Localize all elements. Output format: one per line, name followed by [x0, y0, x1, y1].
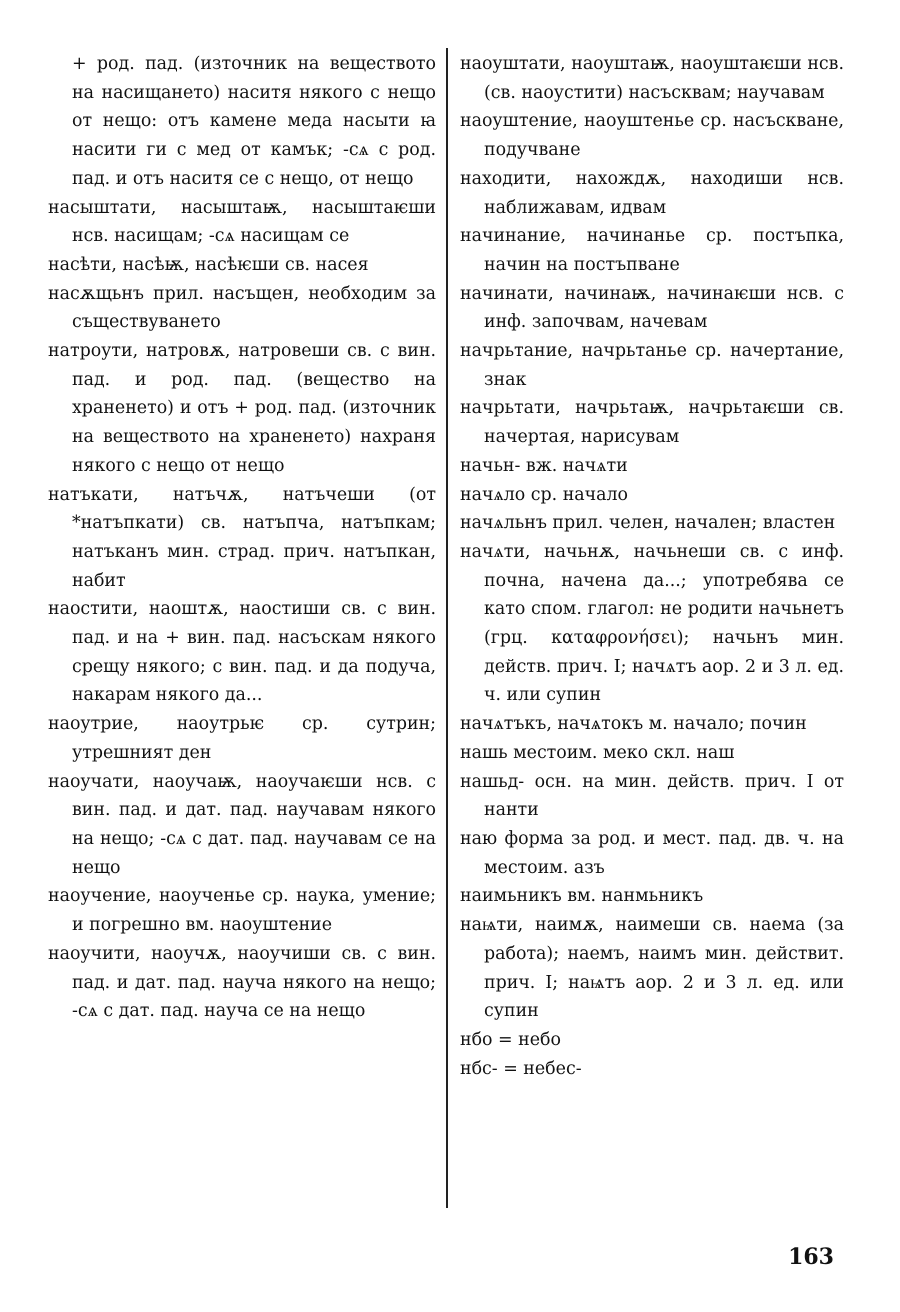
dictionary-entry: наоучити, наоучѫ, наоучиши св. с вин. пад. и дат. пад. науча някого на нещо; -сѧ с дат. пад. науча се на нещо	[48, 943, 436, 1022]
column-divider	[446, 48, 448, 1208]
dictionary-entry: нашьд- осн. на мин. действ. прич. I от нанти	[460, 771, 844, 821]
dictionary-entry: натроути, натровѫ, натровеши св. с вин. пад. и род. пад. (вещество на храненето) и отъ + род. пад. (източник на веществото на храненето) нахраня някого с нещо от нещо	[48, 341, 436, 476]
dictionary-entry: начинание, начинанье ср. постъпка, начин на постъпване	[460, 226, 844, 275]
dictionary-entry: начрьтание, начрьтанье ср. начертание, знак	[460, 341, 844, 390]
dictionary-entry: нбс- = небес-	[460, 1058, 582, 1079]
dictionary-entry: наѩти, наимѫ, наимеши св. наема (за работа); наемъ, наимъ мин. действит. прич. I; наѩтъ аор. 2 и 3 л. ед. или супин	[460, 915, 844, 1022]
dictionary-entry: + род. пад. (източник на веществото на насищането) наситя някого с нещо от нещо: отъ камене меда насыти ꙗ насити ги с мед от камък; -сѧ с род. пад. и отъ наситя се с нещо, от нещо	[72, 54, 436, 189]
dictionary-entry: наоуштати, наоуштаѭ, наоуштаѥши нсв. (св. наоустити) насъсквам; научавам	[460, 54, 844, 103]
left-column	[48, 50, 436, 1026]
dictionary-entry: насѫщьнъ прил. насъщен, необходим за съществуването	[48, 283, 436, 333]
dictionary-entry: нбо = небо	[460, 1029, 561, 1050]
dictionary-entry: наю форма за род. и мест. пад. дв. ч. на местоим. азъ	[460, 828, 844, 878]
dictionary-entry: наоучати, наоучаѭ, наоучаѥши нсв. с вин. пад. и дат. пад. научавам някого на нещо; -сѧ с дат. пад. научавам се на нещо	[48, 771, 436, 878]
dictionary-entry: начрьтати, начрьтаѭ, начрьтаѥши св. начертая, нарисувам	[460, 398, 844, 448]
dictionary-entry: наоучение, наоученье ср. наука, умение; и погрешно вм. наоуштение	[48, 886, 436, 936]
right-column	[460, 50, 844, 1083]
dictionary-entry: наоуштение, наоуштенье ср. насъскване, подучване	[460, 111, 844, 161]
dictionary-entry: находити, нахождѫ, находиши нсв. наближавам, идвам	[460, 168, 844, 218]
dictionary-entry: наимьникъ вм. нанмьникъ	[460, 886, 704, 907]
dictionary-entry: начѧтъкъ, начѧтокъ м. начало; почин	[460, 714, 807, 735]
page-number: 163	[788, 1244, 834, 1270]
dictionary-entry: наостити, наоштѫ, наостиши св. с вин. пад. и на + вин. пад. насъскам някого срещу някого; с вин. пад. и да подуча, накарам някого да...	[48, 599, 436, 706]
dictionary-entry: нашь местоим. меко скл. наш	[460, 742, 735, 763]
dictionary-entry: насыштати, насыштаѭ, насыштаѥши нсв. насищам; -сѧ насищам се	[48, 197, 436, 247]
dictionary-entry: начинати, начинаѭ, начинаѥши нсв. с инф. започвам, начевам	[460, 283, 844, 333]
dictionary-entry: начѧльнъ прил. челен, начален; властен	[460, 513, 836, 534]
dictionary-entry: начѧти, начьнѫ, начьнеши св. с инф. почна, начена да...; употребява се като спом. глагол: не родити начьнетъ (грц. καταφρονήσει); начьнъ мин. действ. прич. I; начѧтъ аор. 2 и 3 л. ед. ч. или супин	[460, 541, 844, 706]
dictionary-entry: натъкати, натъчѫ, натъчеши (от *натъпкати) св. натъпча, натъпкам; натъканъ мин. страд. прич. натъпкан, набит	[48, 484, 436, 591]
dictionary-entry: начѧло ср. начало	[460, 484, 629, 505]
dictionary-entry: насѣти, насѣѭ, насѣѥши св. насея	[48, 254, 369, 275]
dictionary-entry: наоутрие, наоутрьѥ ср. сутрин; утрешният ден	[48, 714, 436, 763]
dictionary-entry: начьн- вж. начѧти	[460, 455, 628, 476]
